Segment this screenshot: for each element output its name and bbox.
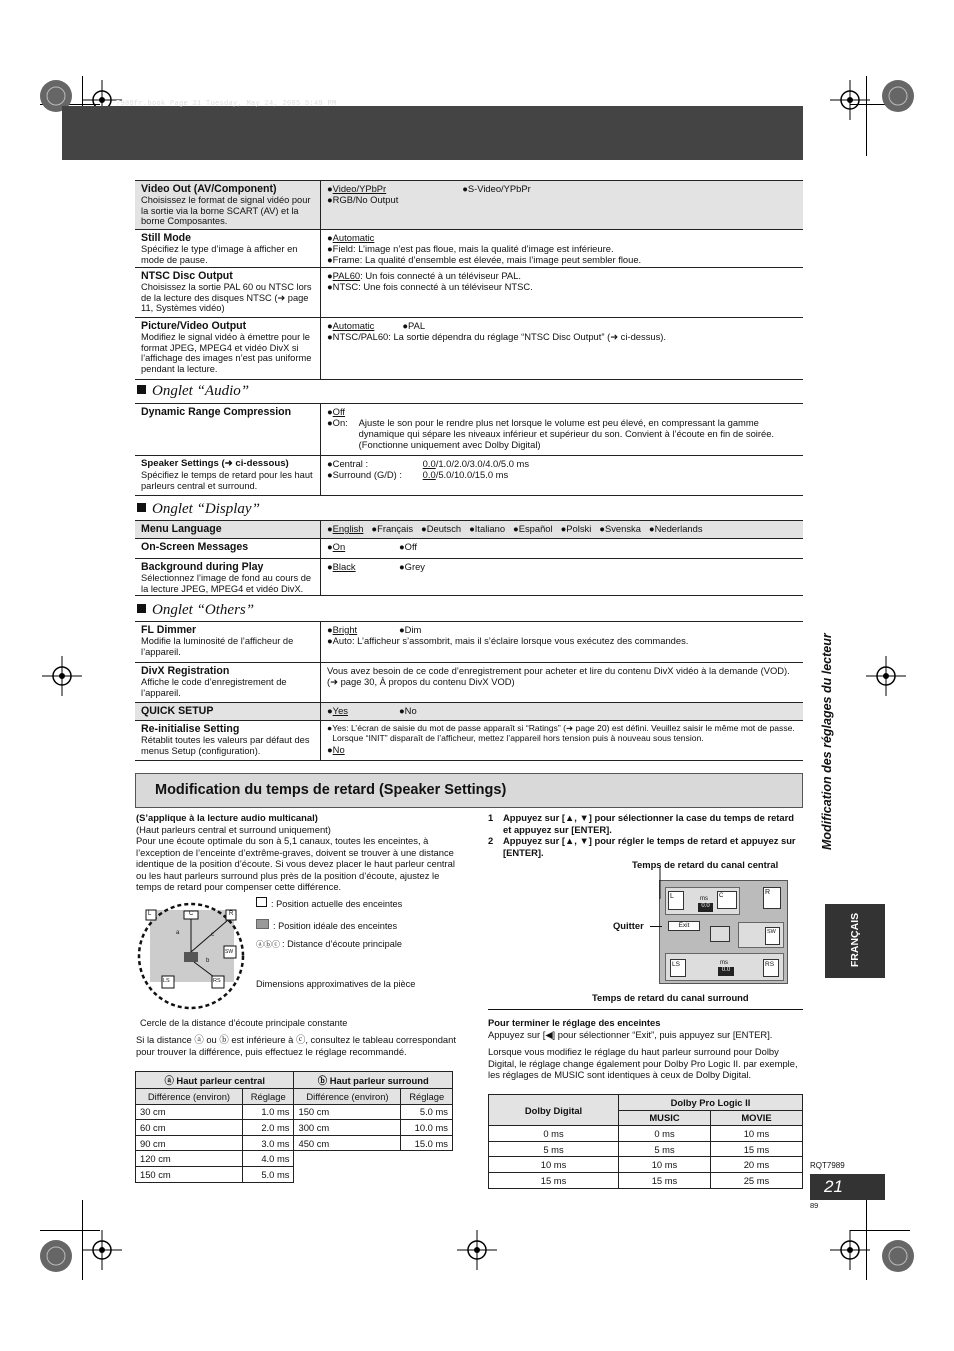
table-cell: 5.0 ms (401, 1104, 453, 1120)
option-values: /5.0/10.0/15.0 ms (435, 469, 509, 480)
listener-icon (710, 926, 730, 942)
table-row (489, 1126, 803, 1142)
table-cell: 15 ms (489, 1172, 619, 1188)
option[interactable]: Automatic (332, 232, 375, 243)
diagram-label: RS (213, 978, 221, 984)
option-desc: : Un fois connecté à un téléviseur PAL. (360, 270, 521, 281)
audio-settings-table (135, 403, 803, 496)
table-cell: 0 ms (619, 1126, 711, 1142)
setting-desc: Modifie la luminosité de l’afficheur de l’appareil. (141, 636, 294, 657)
option-values: /1.0/2.0/3.0/4.0/5.0 ms (435, 458, 530, 469)
steps (488, 812, 803, 858)
option[interactable]: Off (332, 406, 346, 417)
setting-row: NTSC Disc Output Choisissez la sortie PAL 60 ou NTSC lors de la lecture des disques NTSC (➜ page 11, Systèmes vidéo) ●PAL60: Un fois connecté à un téléviseur PAL. ●NTSC: Une fois connecté à un téléviseur NTSC. (135, 267, 803, 317)
table-cell: 90 cm (136, 1135, 243, 1151)
setting-title: Still Mode (141, 232, 192, 244)
option[interactable]: On (332, 541, 346, 552)
step-number: 2 (488, 835, 494, 846)
audio-heading: Onglet “Audio” (137, 383, 249, 400)
setting-row: Background during Play Sélectionnez l’image de fond au cours de la lecture JPEG, MPEG4 et vidéo DivX. ●Black ●Grey (135, 558, 803, 596)
table-cell: 3.0 ms (242, 1135, 294, 1151)
table-cell: 120 cm (136, 1151, 243, 1167)
legend-text: : Distance d’écoute principale (282, 939, 403, 949)
option[interactable]: No (404, 705, 417, 716)
table-cell: 0 ms (489, 1126, 619, 1142)
step-text: Appuyez sur [▲, ▼] pour régler le temps de retard et appuyez sur [ENTER]. (503, 835, 796, 858)
legend-room: Dimensions approximatives de la pièce (256, 979, 416, 989)
option[interactable]: Dim (404, 624, 422, 635)
option[interactable]: No (332, 744, 345, 755)
end-title: Pour terminer le réglage des enceintes (488, 1017, 661, 1028)
table-cell: 450 cm (294, 1135, 401, 1151)
others-settings-table (135, 621, 803, 761)
setting-row: On-Screen Messages ●On ●Off (135, 538, 803, 558)
page-number: 21 (824, 1177, 843, 1196)
screen-label: SW (765, 927, 780, 945)
language-option[interactable]: ●English (327, 523, 364, 534)
setting-row: QUICK SETUP ●Yes ●No (135, 702, 803, 720)
screen-label: RS (763, 959, 779, 977)
option[interactable]: PAL (408, 320, 426, 331)
diagram-label: L (148, 911, 152, 917)
setting-row (135, 662, 803, 702)
setting-desc: Choisissez le format de signal vidéo pour la sortie via la borne SCART (AV) et la borne Composantes. (141, 195, 311, 227)
registration-mark-icon (878, 1236, 918, 1276)
option-default[interactable]: 0.0 (422, 469, 436, 480)
option[interactable]: On: (332, 417, 348, 428)
table-cell: 150 cm (136, 1166, 243, 1182)
surround-delay-value[interactable]: 0.0 (718, 967, 734, 976)
legend-circle: Cercle de la distance d’écoute principale constante (140, 1018, 348, 1028)
table-row (136, 1166, 453, 1182)
setting-row: Picture/Video Output Modifiez le signal vidéo à émettre pour le format JPEG, MPEG4 et vidéo DivX si l’affichage des images n’est pas uniforme pendant la lecture. ●Automatic ●PAL ●NTSC/PAL60: La sortie dépendra du réglage “NTSC Disc Output” (➜ ci-dessus). (135, 317, 803, 380)
option[interactable]: S-Video/YPbPr (467, 183, 531, 194)
table-cell: 30 cm (136, 1104, 243, 1120)
step-text: Appuyez sur [▲, ▼] pour sélectionner la case du temps de retard et appuyez sur [ENTER]. (503, 812, 795, 835)
crosshair-icon (830, 1230, 870, 1270)
crosshair-icon (830, 80, 870, 120)
option[interactable]: Black (332, 561, 356, 572)
screen-label: ms (700, 896, 708, 902)
table-cell: 10.0 ms (401, 1120, 453, 1136)
language-option[interactable]: ●Svenska (599, 523, 641, 534)
table-header: ⓑ Haut parleur surround (294, 1072, 453, 1089)
col-header: MOVIE (710, 1110, 802, 1126)
setting-title: FL Dimmer (141, 624, 197, 636)
table-cell: 20 ms (710, 1157, 802, 1173)
table-cell: 1.0 ms (242, 1104, 294, 1120)
table-row (489, 1157, 803, 1173)
setting-title: Video Out (AV/Component) (141, 183, 277, 195)
option[interactable]: Auto: L’afficheur s’assombrit, mais il s’éclaire lorsque vous exécutez des commandes. (332, 635, 689, 646)
table-row (136, 1135, 453, 1151)
screen-label: C (717, 891, 737, 909)
language-option[interactable]: ●Polski (560, 523, 592, 534)
intro-bold: (S’applique à la lecture audio multicanal) (136, 812, 318, 823)
video-settings-table (135, 180, 803, 380)
setting-row: Video Out (AV/Component) Choisissez le format de signal vidéo pour la sortie via la borne SCART (AV) et la borne Composantes. ●Video/YPbPr ●S-Video/YPbPr ●RGB/No Output (135, 180, 803, 229)
option[interactable]: Automatic (332, 320, 375, 331)
current-position-icon (256, 897, 267, 907)
others-heading: Onglet “Others” (137, 602, 254, 619)
setting-row: FL Dimmer Modifie la luminosité de l’afficheur de l’appareil. ●Bright ●Dim ●Auto: L’afficheur s’assombrit, mais il s’éclaire lorsque vous exécutez des commandes. (135, 621, 803, 662)
intro-paragraph: Pour une écoute optimale du son à 5,1 canaux, toutes les enceintes, à l’exception de l’enceinte d’extrême-graves, doivent se trouver à une distance identique de la position d’écoute. Si vous devez placer le haut parleur central ou les haut parleurs surround plus près de la position d’écoute, ajustez le temps de retard pour compenser cette différence. (136, 835, 455, 892)
diagram-label: R (229, 911, 234, 917)
screen-label: R (763, 887, 781, 909)
crosshair-icon (42, 656, 82, 696)
room-diagram (136, 896, 246, 1014)
legend-text: : Position actuelle des enceintes (271, 899, 403, 909)
display-settings-table (135, 520, 803, 596)
setting-desc: Sélectionnez l’image de fond au cours de la lecture JPEG, MPEG4 et vidéo DivX. (141, 573, 312, 594)
table-cell: 4.0 ms (242, 1151, 294, 1167)
end-note (488, 1017, 803, 1081)
table-cell: 2.0 ms (242, 1120, 294, 1136)
crosshair-icon (866, 656, 906, 696)
exit-button[interactable]: Exit (668, 921, 700, 931)
option-desc: Ajuste le son pour le rendre plus net lorsque le volume est peu élevé, en compressant la gamme dynamique qui sépare les niveaux inférieur et supérieur du son. Convient à l’écoute en fin de soirée. (Fonctionne uniquement avec Dolby Digital) (358, 417, 775, 450)
table-cell: 5.0 ms (242, 1166, 294, 1182)
table-row (136, 1151, 453, 1167)
dolby-table (488, 1094, 803, 1189)
setting-row: Speaker Settings (➜ ci-dessous) Spécifiez le temps de retard pour les haut parleurs central et surround. ●Central : 0.0/1.0/2.0/3.0/4.0/5.0 ms ●Surround (G/D) : 0.0/5.0/10.0/15.0 ms (135, 455, 803, 496)
label-central: Temps de retard du canal central (632, 859, 779, 870)
screen-label: ms (720, 960, 728, 966)
delay-difference-table (135, 1071, 453, 1183)
diagram-label: b (206, 958, 210, 964)
table-row (136, 1104, 453, 1120)
legend (256, 897, 402, 951)
table-row (136, 1120, 453, 1136)
print-info: 7989fr.book Page 21 Tuesday, May 24, 2005 5:49 PM (116, 100, 337, 108)
option-default[interactable]: 0.0 (422, 458, 436, 469)
end-text: Appuyez sur [◀] pour sélectionner “Exit”, puis appuyez sur [ENTER]. (488, 1028, 773, 1040)
option[interactable]: Yes (332, 705, 348, 716)
setting-desc: Spécifiez le type d’image à afficher en mode de pause. (141, 244, 298, 265)
table-cell: 15 ms (710, 1141, 802, 1157)
setting-row: Re-initialise Setting Rétablit toutes les valeurs par défaut des menus Setup (configuration). ● Yes: L’écran de saisie du mot de passe apparaît si “Ratings” (➜ page 20) est défini. Veuillez saisir le même mot de passe. Lorsque “INIT” disparaît de l’afficheur, mettez l’appareil hors tension puis à nouveau sous tension. ●No (135, 720, 803, 761)
table-cell: 5 ms (489, 1141, 619, 1157)
language-tab: FRANÇAIS (825, 904, 885, 978)
option[interactable]: Frame: La qualité d’ensemble est élevée, mais l’image peut sembler floue. (332, 254, 642, 265)
screen-label: LS (670, 959, 686, 977)
section-title: Modification du temps de retard (Speaker Settings) (135, 773, 803, 808)
setting-desc: Affiche le code d’enregistrement de l’appareil. (141, 677, 287, 698)
option[interactable]: Field: L’image n’est pas floue, mais la qualité d’image est inférieure. (332, 243, 614, 254)
option[interactable]: Off (404, 541, 418, 552)
table-cell: 60 cm (136, 1120, 243, 1136)
table-cell: 5 ms (619, 1141, 711, 1157)
table-cell: 15.0 ms (401, 1135, 453, 1151)
abc-icon: ⓐⓑⓒ (256, 940, 280, 949)
setting-title: On-Screen Messages (141, 541, 249, 553)
table-cell: 10 ms (710, 1126, 802, 1142)
setting-title: Dynamic Range Compression (141, 406, 292, 418)
model-number: RQT7989 (810, 1161, 845, 1170)
option[interactable]: NTSC/PAL60: La sortie dépendra du réglage “NTSC Disc Output” (➜ ci-dessus). (332, 331, 667, 342)
diagram-label: C (189, 911, 194, 917)
step-number: 1 (488, 812, 494, 823)
col-header: Réglage (242, 1089, 294, 1105)
table-cell: 10 ms (619, 1157, 711, 1173)
table-header: Dolby Digital (489, 1095, 619, 1126)
setting-title: Speaker Settings (➜ ci-dessous) (141, 458, 289, 469)
table-cell: 300 cm (294, 1120, 401, 1136)
intro-line: (Haut parleurs central et surround uniquement) (136, 823, 331, 835)
setting-row: Still Mode Spécifiez le type d’image à afficher en mode de pause. ●Automatic ●Field: L’image n’est pas floue, mais la qualité d’image est inférieure. ●Frame: La qualité d’ensemble est élevée, mais l’image peut sembler floue. (135, 229, 803, 267)
display-heading: Onglet “Display” (137, 501, 260, 518)
sub-page: 89 (810, 1201, 819, 1210)
option[interactable]: RGB/No Output (332, 194, 399, 205)
option[interactable]: NTSC: Une fois connecté à un téléviseur NTSC. (332, 281, 533, 292)
col-header: Différence (environ) (136, 1089, 243, 1105)
setting-title: Menu Language (141, 523, 222, 535)
table-row (489, 1141, 803, 1157)
table-cell: 25 ms (710, 1172, 802, 1188)
option[interactable]: PAL60 (332, 270, 361, 281)
divx-text: Vous avez besoin de ce code d’enregistrement pour acheter et lire du contenu DivX vidéo à la demande (VOD). (➜ page 30, À propos du contenu DivX VOD) (327, 665, 790, 687)
header-band (62, 106, 803, 160)
table-row (489, 1172, 803, 1188)
setting-row (135, 520, 803, 538)
speaker-settings-screen (659, 880, 788, 984)
language-option[interactable]: ●Deutsch (421, 523, 462, 534)
label-quit: Quitter (613, 920, 644, 931)
pointer-line (650, 926, 662, 927)
crosshair-icon (82, 1230, 122, 1270)
diagram-label: c (211, 932, 214, 938)
setting-title: NTSC Disc Output (141, 270, 233, 282)
diagram-label: SW (225, 949, 234, 955)
language-option[interactable]: ●Español (513, 523, 553, 534)
setting-title: Background during Play (141, 561, 264, 573)
setting-title: DivX Registration (141, 665, 230, 677)
central-delay-value[interactable]: 0.0 (698, 903, 713, 912)
setting-desc: Rétablit toutes les valeurs par défaut des menus Setup (configuration). (141, 735, 310, 756)
option[interactable]: Video/YPbPr (332, 183, 387, 194)
crosshair-icon (457, 1230, 497, 1270)
table-header: Dolby Pro Logic II (619, 1095, 803, 1111)
table-cell: 15 ms (619, 1172, 711, 1188)
language-option[interactable]: ●Nederlands (648, 523, 703, 534)
ideal-position-icon (256, 919, 269, 929)
registration-mark-icon (36, 1236, 76, 1276)
left-intro (136, 812, 456, 893)
language-options (321, 521, 803, 538)
option[interactable]: Bright (332, 624, 358, 635)
diagram-label: a (176, 930, 180, 936)
left-paragraph: Si la distance ⓐ ou ⓑ est inférieure à ⓒ, consultez le tableau correspondant pour trouver la différence, puis effectuez le réglage recommandé. (136, 1034, 456, 1057)
setting-title: Picture/Video Output (141, 320, 247, 332)
table-header: ⓐ Haut parleur central (136, 1072, 294, 1089)
option[interactable]: Grey (404, 561, 425, 572)
divider (488, 1009, 803, 1010)
legend-text: : Position idéale des enceintes (273, 921, 398, 931)
registration-mark-icon (878, 76, 918, 116)
language-option[interactable]: ●Français (371, 523, 414, 534)
setting-row: Dynamic Range Compression ●Off ● On: Ajuste le son pour le rendre plus net lorsque le volume est peu élevé, en compressant la gamme dynamique qui sépare les niveaux inférieur et supérieur du son. Convient à l’écoute en fin de soirée. (Fonctionne uniquement avec Dolby Digital) (135, 403, 803, 455)
setting-desc: Modifiez le signal vidéo à émettre pour le format JPEG, MPEG4 et vidéo DivX si l’affichage des images n’est pas uniforme pendant la lecture. (141, 332, 312, 374)
setting-title: QUICK SETUP (141, 705, 214, 717)
option-label: Surround (G/D) : (332, 469, 402, 480)
setting-desc: Spécifiez le temps de retard pour les haut parleurs central et surround. (141, 470, 313, 491)
label-surround: Temps de retard du canal surround (592, 992, 749, 1003)
setting-title: Re-initialise Setting (141, 723, 240, 735)
screen-label: L (668, 891, 684, 910)
table-cell: 150 cm (294, 1104, 401, 1120)
col-header: MUSIC (619, 1110, 711, 1126)
col-header: Différence (environ) (294, 1089, 401, 1105)
setting-desc: Choisissez la sortie PAL 60 ou NTSC lors de la lecture des disques NTSC (➜ page 11, Systèmes vidéo) (141, 282, 312, 314)
diagram-label: LS (163, 978, 170, 984)
col-header: Réglage (401, 1089, 453, 1105)
option[interactable]: Yes: L’écran de saisie du mot de passe apparaît si “Ratings” (➜ page 20) est défini. Veuillez saisir le même mot de passe. Lorsque “INIT” disparaît de l’afficheur, mettez l’appareil hors tension puis à nouveau sous tension. (332, 723, 795, 743)
table-cell: 10 ms (489, 1157, 619, 1173)
language-option[interactable]: ●Italiano (469, 523, 506, 534)
page-number-box (810, 1174, 885, 1200)
end-paragraph: Lorsque vous modifiez le réglage du haut parleur surround pour Dolby Digital, le réglage change également pour Dolby Pro Logic II. par exemple, les réglages de MUSIC sont identiques à ceux de Dolby Digital. (488, 1046, 798, 1080)
side-text: Modification des réglages du lecteur (820, 633, 834, 850)
option-label: Central : (332, 458, 369, 469)
